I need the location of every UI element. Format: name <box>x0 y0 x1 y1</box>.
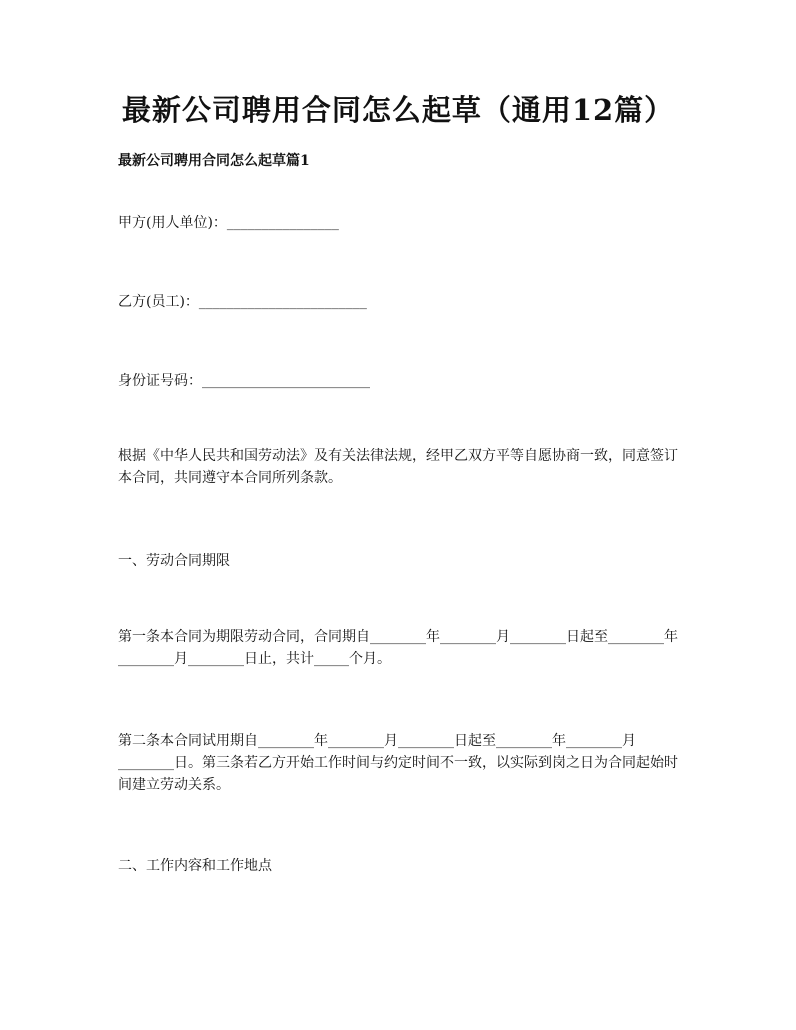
article-2-paragraph: 第二条本合同试用期自________年________月________日起至________年________月________日。第三条若乙方开始工作时间与约定时间不一致，以实际到岗之日为合同起始时间建立劳动关系。 <box>118 733 678 793</box>
intro-paragraph: 根据《中华人民共和国劳动法》及有关法律法规，经甲乙双方平等自愿协商一致，同意签订本合同，共同遵守本合同所列条款。 <box>118 448 678 486</box>
party-b-field: 乙方(员工)：________________________ <box>118 294 367 310</box>
section-heading-work: 二、工作内容和工作地点 <box>118 858 272 874</box>
section-heading-term: 一、劳动合同期限 <box>118 553 230 569</box>
party-a-field: 甲方(用人单位)：________________ <box>118 215 339 231</box>
document-title: 最新公司聘用合同怎么起草（通用12篇） <box>121 93 675 127</box>
article-1-paragraph: 第一条本合同为期限劳动合同，合同期自________年________月________日起至________年________月________日止，共计_____个月。 <box>118 629 678 667</box>
section-subtitle: 最新公司聘用合同怎么起草篇1 <box>118 153 310 169</box>
id-number-field: 身份证号码：________________________ <box>118 373 370 389</box>
